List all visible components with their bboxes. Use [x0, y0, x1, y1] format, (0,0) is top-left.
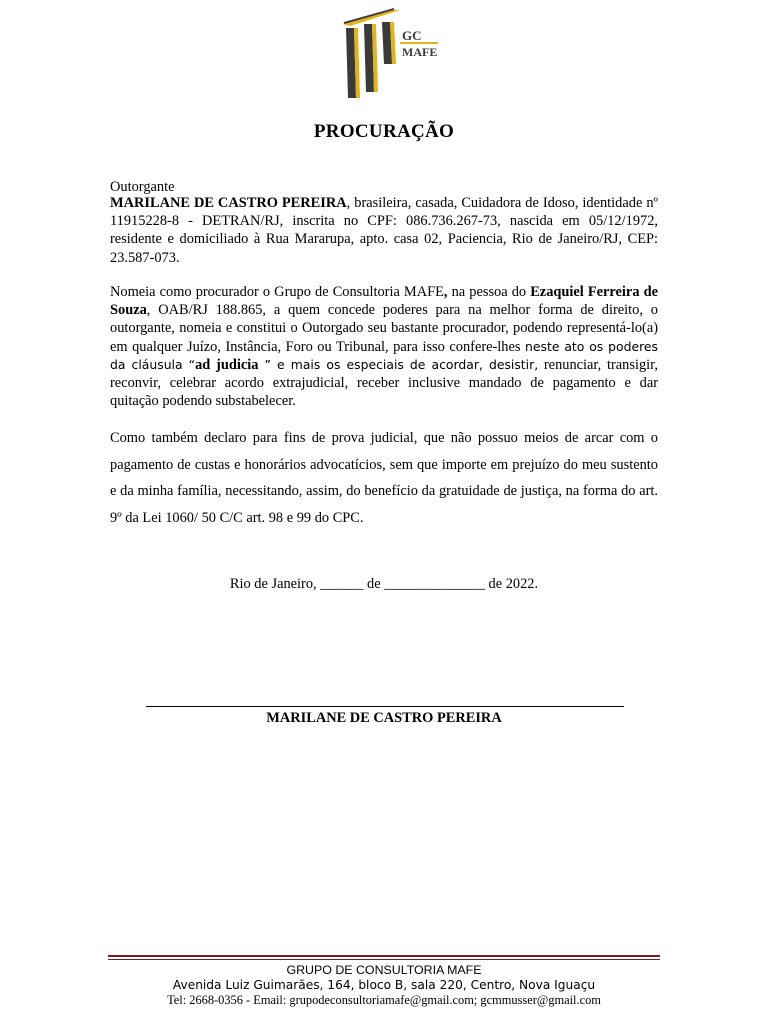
attorney-name: Ezaquiel Ferreira de Souza: [110, 284, 658, 319]
outorgante-paragraph: [110, 194, 658, 267]
footer-contact: Tel: 2668-0356 - Email: grupodeconsultoriamafe@gmail.com; gcmmusser@gmail.com: [167, 993, 601, 1007]
company-logo: [334, 4, 454, 100]
footer-rule: [108, 955, 660, 957]
nomeia-text-6: renunciar, transigir, reconvir, celebrar acordo extrajudicial, receber inclusive mandado de pagamento e dar quitação podendo substabelecer.: [110, 356, 658, 410]
outorgante-label: Outorgante: [110, 179, 175, 195]
nomeia-text-3: , OAB/RJ 188.865, a quem concede poderes para na melhor forma de direito, o outorgante, nomeia e constitui o Outorgado seu bastante procurador, podendo representá-lo(a) em qualquer Juízo, Instância, Foro ou Tribunal, para isso confere-lhes: [110, 302, 658, 355]
nomeia-text-5: ” e mais os especiais de acordar, desistir,: [258, 356, 539, 372]
signature-line: [146, 706, 624, 707]
signature-date-line: Rio de Janeiro, ______ de ______________ de 2022.: [229, 576, 539, 592]
nomeia-paragraph: [110, 283, 658, 410]
nomeia-text-2: na pessoa do: [447, 284, 531, 300]
signer-name: MARILANE DE CASTRO PEREIRA: [266, 710, 502, 726]
outorgante-details: , brasileira, casada, Cuidadora de Idoso, identidade nº 11915228-8 - DETRAN/RJ, inscrita no CPF: 086.736.267-73, nascida em 05/12/1972, residente e domiciliado à Rua Mararupa, apto. casa 02, Paciencia, Rio de Janeiro/RJ, CEP: 23.587-073.: [110, 195, 658, 266]
nomeia-comma: ,: [443, 284, 448, 300]
logo-text-mafe: MAFE: [402, 45, 438, 59]
footer-rule-thin: [108, 959, 660, 960]
clause-ad-judicia: ad judicia: [195, 356, 259, 373]
nomeia-text-4: neste ato os poderes da cláusula “: [110, 338, 658, 372]
nomeia-text-1: Nomeia como procurador o Grupo de Consultoria MAFE: [110, 284, 444, 300]
document-title: PROCURAÇÃO: [313, 121, 455, 142]
outorgante-name: MARILANE DE CASTRO PEREIRA: [110, 195, 347, 211]
footer-org: GRUPO DE CONSULTORIA MAFE: [286, 963, 482, 977]
logo-text-gc: GC: [402, 28, 422, 43]
declaracao-paragraph: Como também declaro para fins de prova judicial, que não possuo meios de arcar com o pagamento de custas e honorários advocatícios, sem que importe em prejuízo do meu sustento e da minha família, necessitando, assim, do benefício da gratuidade de justiça, na forma do art. 9º da Lei 1060/ 50 C/C art. 98 e 99 do CPC.: [110, 430, 658, 526]
footer-address: Avenida Luiz Guimarães, 164, bloco B, sala 220, Centro, Nova Iguaçu: [172, 978, 596, 992]
